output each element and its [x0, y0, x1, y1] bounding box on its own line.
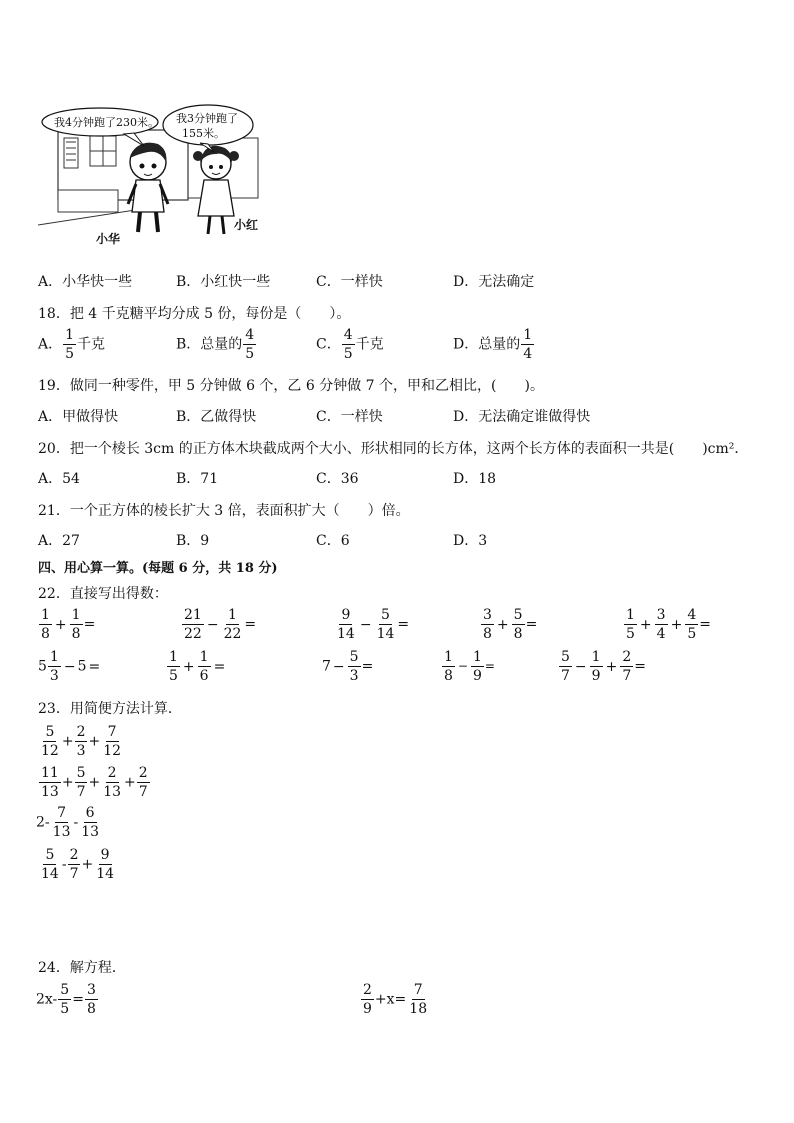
q19-option-a[interactable]: A．甲做得快 [38, 409, 119, 425]
q23-expr-3: 2- $\frac{7}{13}$ - $\frac{6}{13}$ [36, 805, 100, 840]
q23-expr-2: $\frac{11}{13}$ + $\frac{5}{7}$ + $\frac{2}{13}$ + $\frac{2}{7}$ [41, 765, 148, 800]
q18-d-prefix: D．总量的 [453, 336, 521, 353]
q19-option-c[interactable]: C．一样快 [316, 409, 383, 425]
q18-option-a[interactable] [38, 328, 105, 361]
q22-expr-1: $\frac{1}{8}$ + $\frac{1}{8}$ = [41, 607, 96, 642]
q21-stem: 21．一个正方体的棱长扩大 3 倍，表面积扩大（ ）倍。 [38, 503, 410, 519]
bench-shape [58, 190, 118, 212]
q19-option-b[interactable]: B．乙做得快 [176, 409, 257, 425]
q22-expr-8: 7 − $\frac{5}{3}$ = [322, 649, 374, 684]
q17-option-b[interactable]: B．小红快一些 [176, 274, 271, 290]
q23-expr-4: $\frac{5}{14}$ - $\frac{2}{7}$ + $\frac{9}{14}$ [41, 847, 115, 882]
fraction: $\frac{4}{5}$ [343, 327, 353, 362]
q19-stem: 19．做同一种零件，甲 5 分钟做 6 个，乙 6 分钟做 7 个，甲和乙相比，( )。 [38, 378, 544, 394]
q17-option-a[interactable]: A．小华快一些 [38, 274, 133, 290]
boy-figure [128, 143, 168, 232]
q23-expr-1: $\frac{5}{12}$ + $\frac{2}{3}$ + $\frac{7}{12}$ [41, 724, 122, 759]
name-xiaohua: 小华 [96, 232, 121, 246]
q18-option-d[interactable] [453, 328, 535, 361]
q18-option-c[interactable] [316, 328, 384, 361]
q18-c-prefix: C． [316, 336, 341, 353]
q18-b-prefix: B．总量的 [176, 336, 243, 353]
q24-stem: 24．解方程． [38, 960, 126, 976]
q19-option-d[interactable]: D．无法确定谁做得快 [453, 409, 591, 425]
fraction: $\frac{1}{4}$ [523, 327, 533, 362]
q23-stem: 23．用简便方法计算． [38, 701, 182, 717]
q18-stem: 18．把 4 千克糖平均分成 5 份，每份是（ ）。 [38, 306, 351, 322]
q18-c-unit: 千克 [355, 336, 384, 353]
q24-equation-2: $\frac{2}{9}$ +x= $\frac{7}{18}$ [363, 982, 428, 1017]
q17-option-c[interactable]: C．一样快 [316, 274, 383, 290]
q21-option-a[interactable]: A．27 [38, 533, 80, 549]
bubble-right-text-2: 155米。 [182, 127, 225, 140]
q22-expr-4: $\frac{3}{8}$ + $\frac{5}{8}$ = [483, 607, 538, 642]
q22-stem: 22．直接写出得数： [38, 586, 168, 602]
q20-option-b[interactable]: B．71 [176, 471, 219, 487]
q20-option-c[interactable]: C．36 [316, 471, 359, 487]
q22-expr-7: $\frac{1}{5}$ + $\frac{1}{6}$ = [169, 649, 226, 684]
illustration-children-running [38, 100, 278, 248]
q22-expr-5: $\frac{1}{5}$ + $\frac{3}{4}$ + $\frac{4}{5}$ = [626, 607, 711, 642]
q17-option-d[interactable]: D．无法确定 [453, 274, 535, 290]
fraction: $\frac{4}{5}$ [245, 327, 255, 362]
q21-option-d[interactable]: D．3 [453, 533, 488, 549]
q20-option-d[interactable]: D．18 [453, 471, 497, 487]
bubble-left-text: 我4分钟跑了230米。 [54, 116, 159, 129]
q18-a-prefix: A． [38, 336, 63, 353]
fraction: $\frac{1}{5}$ [65, 327, 75, 362]
q18-option-b[interactable] [176, 328, 257, 361]
name-xiaohong: 小红 [234, 218, 259, 232]
q22-expr-2: $\frac{21}{22}$ − $\frac{1}{22}$ = [184, 607, 257, 642]
q20-option-a[interactable]: A．54 [38, 471, 80, 487]
q21-option-c[interactable]: C．6 [316, 533, 350, 549]
q22-expr-10: $\frac{5}{7}$ − $\frac{1}{9}$ + $\frac{2}{7}$ = [561, 649, 646, 684]
q24-equation-1: 2x- $\frac{5}{5}$ = $\frac{3}{8}$ [36, 982, 96, 1017]
section-heading: 四、用心算一算。(每题 6 分，共 18 分) [38, 561, 278, 576]
q18-a-unit: 千克 [77, 336, 106, 353]
q22-expr-6: 5 $\frac{1}{3}$ − 5 = [38, 649, 101, 684]
q22-expr-3: $\frac{9}{14}$ − $\frac{5}{14}$ = [337, 607, 410, 642]
girl-figure [193, 146, 239, 234]
q22-expr-9: $\frac{1}{8}$ − $\frac{1}{9}$ = [444, 649, 495, 684]
q21-option-b[interactable]: B．9 [176, 533, 210, 549]
bubble-right-text-1: 我3分钟跑了 [176, 112, 238, 125]
q20-stem: 20．把一个棱长 3cm 的正方体木块截成两个大小、形状相同的长方体，这两个长方体的表面积一共是( )cm²． [38, 441, 749, 457]
